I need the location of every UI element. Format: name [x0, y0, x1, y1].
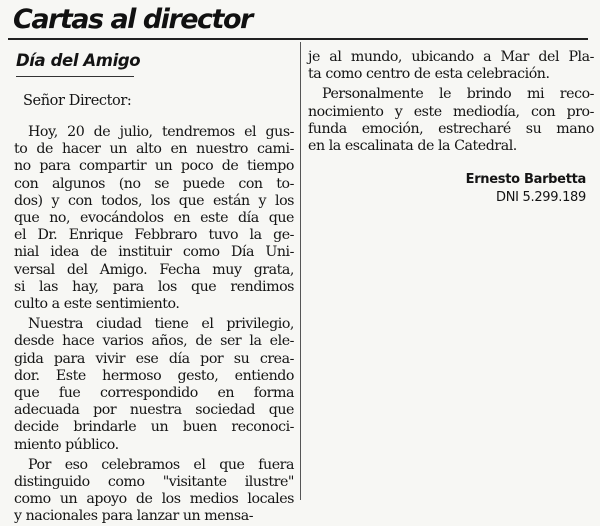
right-body [308, 49, 594, 155]
title-underline [16, 76, 134, 77]
right-column [308, 46, 594, 155]
left-column [14, 50, 294, 526]
column-divider [300, 42, 301, 500]
text-line: desde hace varios años, de ser la ele- [14, 333, 294, 350]
text-line: que no, evocándolos en este día que [14, 210, 294, 227]
text-line: el Dr. Enrique Febbraro tuvo la ge- [14, 227, 294, 244]
text-line: je al mundo, ubicando a Mar del Pla- [308, 49, 594, 65]
text-line: dor. Este hermoso gesto, entiendo [14, 367, 294, 384]
section-header [0, 0, 600, 40]
text-line: si las hay, para los que rendimos [14, 278, 294, 295]
text-line: Nuestra ciudad tiene el privilegio, [28, 316, 294, 333]
text-line: que fue correspondido en forma [14, 385, 294, 402]
text-line: miento público. [14, 436, 119, 453]
letter-paragraph [308, 49, 594, 83]
text-line: como un apoyo de los medios locales [14, 491, 294, 508]
text-line: y nacionales para lanzar un mensa- [14, 508, 254, 525]
text-line: distinguido como "visitante ilustre" [14, 474, 294, 491]
text-line: con algunos (no se puede con to- [14, 175, 294, 192]
text-line: ta como centro de esta celebración. [308, 66, 550, 83]
author-name: Ernesto Barbetta [465, 172, 586, 187]
letter-paragraph [308, 86, 594, 155]
section-title: Cartas al director [13, 4, 252, 35]
text-line: no para compartir un poco de tiempo [14, 158, 294, 175]
letter-paragraph [14, 124, 294, 313]
text-line: decide brindarle un buen reconoci- [14, 419, 294, 436]
text-line: culto a este sentimiento. [14, 296, 180, 313]
salutation: Señor Director: [23, 93, 132, 109]
text-line: adecuada por nuestra sociedad que [14, 402, 294, 419]
text-line: Por eso celebramos el que fuera [28, 456, 294, 473]
author-dni: DNI 5.299.189 [496, 190, 586, 205]
text-line: funda emoción, estrecharé su mano [308, 120, 594, 137]
text-line: nial idea de instituir como Día Uni- [14, 244, 294, 261]
text-line: Hoy, 20 de julio, tendremos el gus- [28, 124, 294, 140]
left-body [14, 124, 294, 526]
text-line: Personalmente le brindo mi reco- [322, 86, 594, 103]
letter-title: Día del Amigo [16, 51, 141, 70]
text-line: versal del Amigo. Fecha muy grata, [14, 261, 294, 278]
text-line: dos) y con todos, los que están y los [14, 192, 294, 209]
letter-paragraph [14, 316, 294, 454]
header-rule [8, 38, 588, 40]
text-line: to de hacer un alto en nuestro cami- [14, 141, 294, 158]
text-line: gida para vivir ese día por su crea- [14, 350, 294, 367]
text-line: nocimiento y este mediodía, con pro- [308, 103, 594, 120]
letter-paragraph [14, 457, 294, 526]
text-line: en la escalinata de la Catedral. [308, 138, 517, 155]
